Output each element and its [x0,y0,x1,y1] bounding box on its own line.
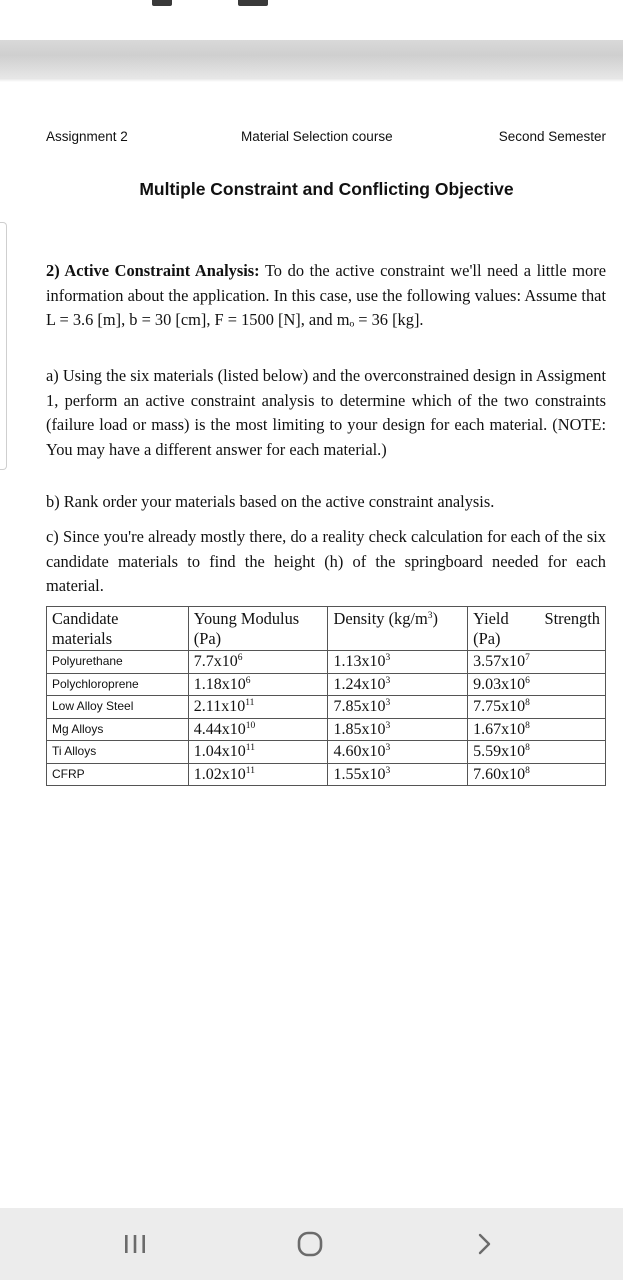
header-text: Yield [473,609,509,628]
material-name: Polyurethane [47,651,189,674]
col-header-modulus [188,607,328,651]
part-b: b) Rank order your materials based on the active constraint analysis. [46,492,495,511]
document-header [46,129,606,149]
page-title: Multiple Constraint and Conflicting Objective [139,179,514,199]
header-text: ) [432,609,438,628]
status-bar-remnant [0,0,623,40]
yield-cell: $5.59x10^8$ [468,741,606,764]
col-header-yield [468,607,606,651]
table-row [47,741,606,764]
table-row [47,718,606,741]
table-row [47,763,606,786]
yield-cell: $9.03x10^6$ [468,673,606,696]
density-cell: $7.85x10^3$ [328,696,468,719]
yield-cell: $7.60x10^8$ [468,763,606,786]
header-center: Material Selection course [241,129,393,144]
header-text: Strength [544,609,600,628]
density-cell: $1.55x10^3$ [328,763,468,786]
home-button[interactable] [275,1208,345,1280]
android-nav-bar [0,1208,623,1280]
part-a: a) Using the six materials (listed below) and the overconstrained design in Assigment 1, perform an active constraint analysis to determine which of the two constraints (failure load or mass) is the most limiting to your design for each material. (NOTE: You may have a different answer for each material.) [46,366,606,459]
modulus-cell: $7.7x10^6$ [188,651,328,674]
question-2-text: To do the active constraint we'll need a little more information about the application. In this case, use the following values: Assume that L = 3.6 [m], b = 30 [cm], F = 1500 [N], and mₒ = 36 [kg]. [46,261,606,329]
home-icon [295,1229,325,1259]
col-header-candidate [47,607,189,651]
header-text: (Pa) [193,629,222,648]
material-name: Ti Alloys [47,741,189,764]
table-header-row [47,607,606,651]
material-name: Mg Alloys [47,718,189,741]
part-c: c) Since you're already mostly there, do a reality check calculation for each of the six candidate materials to find the height (h) of the springboard needed for each material. [46,527,606,595]
question-2-label: 2) Active Constraint Analysis: [46,261,260,280]
table-row [47,696,606,719]
app-toolbar [0,40,623,78]
modulus-cell: $2.11x10^{11}$ [188,696,328,719]
modulus-cell: $1.18x10^6$ [188,673,328,696]
header-text: (Pa) [473,629,501,648]
material-name: CFRP [47,763,189,786]
header-right: Second Semester [498,129,606,144]
back-button[interactable] [450,1208,520,1280]
density-cell: $1.85x10^3$ [328,718,468,741]
modulus-cell: $4.44x10^{10}$ [188,718,328,741]
density-cell: $4.60x10^3$ [328,741,468,764]
recents-button[interactable] [100,1208,170,1280]
modulus-cell: $1.02x10^{11}$ [188,763,328,786]
status-icon [238,0,268,6]
back-icon [476,1232,494,1256]
material-name: Polychloroprene [47,673,189,696]
header-exponent: 3 [427,611,433,621]
question-2 [46,259,606,333]
material-name: Low Alloy Steel [47,696,189,719]
header-left: Assignment 2 [46,129,128,144]
header-text: Candidate [52,609,119,628]
materials-table [46,606,606,786]
density-cell: $1.13x10^3$ [328,651,468,674]
status-icon [152,0,172,6]
col-header-density [328,607,468,651]
header-text: materials [52,629,113,648]
yield-cell: $1.67x10^8$ [468,718,606,741]
table-row [47,673,606,696]
density-cell: $1.24x10^3$ [328,673,468,696]
page-edge-handle [0,222,7,470]
yield-cell: $3.57x10^7$ [468,651,606,674]
yield-cell: $7.75x10^8$ [468,696,606,719]
table-row [47,651,606,674]
header-text: Young Modulus [193,609,300,628]
recents-icon [123,1233,147,1255]
header-text: Density (kg/m [333,609,428,628]
toolbar-shadow [0,78,623,82]
modulus-cell: $1.04x10^{11}$ [188,741,328,764]
